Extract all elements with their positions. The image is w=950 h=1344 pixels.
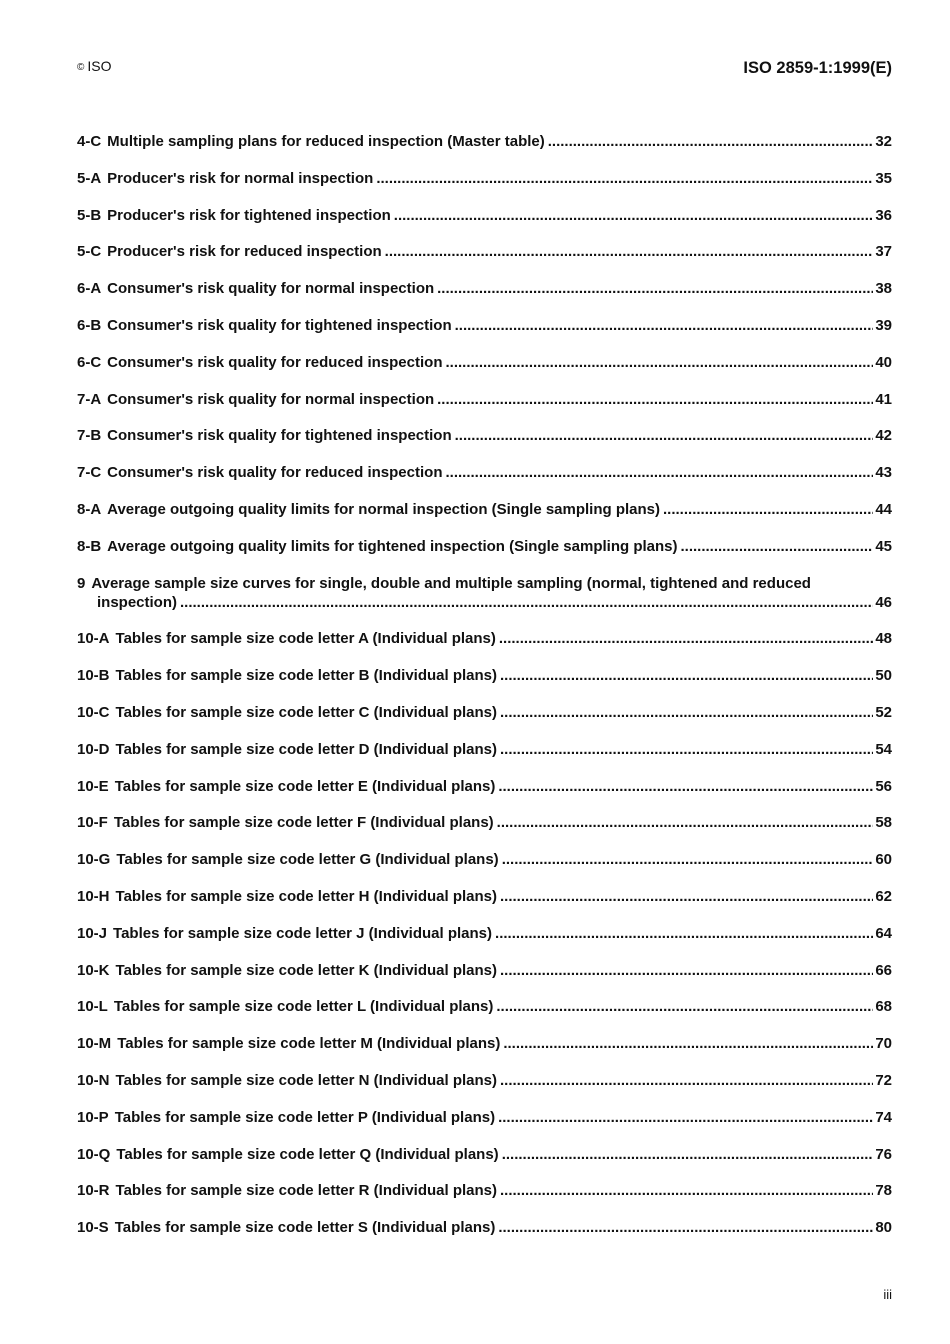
toc-entry-number: 10-L bbox=[77, 998, 108, 1016]
toc-entry-6-a[interactable] bbox=[77, 279, 892, 316]
toc-entry-10-q[interactable] bbox=[77, 1145, 892, 1182]
toc-entry-page: 41 bbox=[875, 390, 892, 408]
toc-entry-page: 37 bbox=[875, 243, 892, 261]
toc-leader-dots bbox=[495, 924, 873, 943]
toc-entry-number: 10-F bbox=[77, 814, 108, 832]
toc-leader-dots bbox=[498, 1218, 873, 1237]
toc-entry-page: 52 bbox=[875, 703, 892, 721]
toc-entry-number: 10-R bbox=[77, 1182, 110, 1200]
toc-entry-10-p[interactable] bbox=[77, 1108, 892, 1145]
toc-entry-page: 70 bbox=[875, 1035, 892, 1053]
toc-entry-title: Tables for sample size code letter J (Individual plans) bbox=[113, 924, 493, 942]
toc-entry-page: 58 bbox=[875, 814, 892, 832]
copyright-symbol: © bbox=[77, 62, 85, 73]
toc-leader-dots bbox=[500, 1181, 873, 1200]
toc-entry-title: Tables for sample size code letter K (Individual plans) bbox=[115, 961, 497, 979]
toc-entry-page: 60 bbox=[875, 851, 892, 869]
toc-entry-4-c[interactable] bbox=[77, 132, 892, 169]
toc-entry-10-g[interactable] bbox=[77, 850, 892, 887]
toc-entry-title: Tables for sample size code letter H (Individual plans) bbox=[115, 887, 497, 905]
toc-entry-page: 66 bbox=[875, 961, 892, 979]
toc-entry-page: 72 bbox=[875, 1071, 892, 1089]
toc-leader-dots bbox=[437, 390, 873, 409]
toc-leader-dots bbox=[548, 132, 874, 151]
toc-entry-page: 56 bbox=[875, 777, 892, 795]
toc-entry-number: 10-J bbox=[77, 924, 108, 942]
toc-entry-title: Tables for sample size code letter M (Individual plans) bbox=[117, 1035, 501, 1053]
toc-entry-page: 43 bbox=[875, 464, 892, 482]
toc-leader-dots bbox=[500, 740, 873, 759]
toc-entry-page: 64 bbox=[875, 924, 892, 942]
toc-entry-title: Producer's risk for tightened inspection bbox=[107, 206, 391, 224]
toc-entry-page: 38 bbox=[875, 280, 892, 298]
toc-entry-page: 80 bbox=[875, 1219, 892, 1237]
toc-entry-6-c[interactable] bbox=[77, 353, 892, 390]
toc-entry-title: Consumer's risk quality for normal inspection bbox=[107, 390, 435, 408]
toc-entry-number: 5-B bbox=[77, 206, 102, 224]
toc-entry-10-l[interactable] bbox=[77, 997, 892, 1034]
toc-entry-number: 10-G bbox=[77, 851, 111, 869]
toc-entry-number: 7-C bbox=[77, 464, 102, 482]
toc-entry-page: 46 bbox=[875, 593, 892, 611]
page-number: iii bbox=[883, 1287, 892, 1302]
toc-entry-page: 35 bbox=[875, 169, 892, 187]
toc-leader-dots bbox=[445, 463, 873, 482]
toc-entry-page: 68 bbox=[875, 998, 892, 1016]
toc-leader-dots bbox=[455, 426, 874, 445]
toc-leader-dots bbox=[180, 593, 873, 612]
toc-entry-title: Average sample size curves for single, double and multiple sampling (normal, tightened and reduced bbox=[91, 574, 811, 592]
toc-entry-title: Tables for sample size code letter G (Individual plans) bbox=[116, 851, 499, 869]
toc-entry-number: 10-S bbox=[77, 1219, 109, 1237]
toc-leader-dots bbox=[500, 1071, 873, 1090]
toc-entry-title: Tables for sample size code letter A (Individual plans) bbox=[115, 630, 496, 648]
toc-leader-dots bbox=[500, 887, 873, 906]
toc-leader-dots bbox=[437, 279, 873, 298]
toc-entry-number: 10-N bbox=[77, 1071, 110, 1089]
toc-entry-number: 10-K bbox=[77, 961, 110, 979]
toc-leader-dots bbox=[500, 961, 873, 980]
toc-entry-number: 10-Q bbox=[77, 1145, 111, 1163]
toc-leader-dots bbox=[498, 777, 873, 796]
toc-entry-number: 6-A bbox=[77, 280, 102, 298]
toc-entry-number: 7-B bbox=[77, 427, 102, 445]
toc-entry-number: 10-M bbox=[77, 1035, 112, 1053]
toc-entry-page: 54 bbox=[875, 740, 892, 758]
toc-entry-5-b[interactable] bbox=[77, 206, 892, 243]
toc-entry-8-a[interactable] bbox=[77, 500, 892, 537]
toc-entry-title: Average outgoing quality limits for tightened inspection (Single sampling plans) bbox=[107, 537, 678, 555]
toc-leader-dots bbox=[496, 997, 873, 1016]
toc-entry-10-e[interactable] bbox=[77, 777, 892, 814]
toc-entry-title: Tables for sample size code letter F (Individual plans) bbox=[113, 814, 494, 832]
toc-entry-title: Tables for sample size code letter R (Individual plans) bbox=[115, 1182, 497, 1200]
toc-entry-number: 10-H bbox=[77, 887, 110, 905]
toc-entry-title: Tables for sample size code letter N (Individual plans) bbox=[115, 1071, 497, 1089]
toc-entry-number: 9 bbox=[77, 574, 86, 592]
toc-leader-dots bbox=[681, 537, 874, 556]
toc-entry-number: 5-A bbox=[77, 169, 102, 187]
toc-entry-10-m[interactable] bbox=[77, 1034, 892, 1071]
toc-entry-page: 40 bbox=[875, 353, 892, 371]
toc-entry-8-b[interactable] bbox=[77, 537, 892, 574]
toc-entry-title-continued: inspection) bbox=[97, 593, 178, 611]
document-id: ISO 2859-1:1999(E) bbox=[743, 59, 892, 77]
toc-entry-title: Consumer's risk quality for reduced inspection bbox=[107, 464, 443, 482]
toc-leader-dots bbox=[502, 850, 874, 869]
toc-entry-page: 32 bbox=[875, 133, 892, 150]
toc-entry-number: 8-A bbox=[77, 500, 102, 518]
toc-entry-10-n[interactable] bbox=[77, 1071, 892, 1108]
toc-entry-number: 4-C bbox=[77, 133, 102, 150]
toc-entry-page: 45 bbox=[875, 537, 892, 555]
toc-entry-page: 62 bbox=[875, 887, 892, 905]
toc-entry-number: 10-C bbox=[77, 703, 110, 721]
toc-entry-page: 50 bbox=[875, 667, 892, 685]
toc-entry-title: Tables for sample size code letter P (Individual plans) bbox=[114, 1108, 496, 1126]
toc-leader-dots bbox=[500, 666, 873, 685]
toc-entry-title: Average outgoing quality limits for normal inspection (Single sampling plans) bbox=[107, 500, 661, 518]
toc-entry-10-s[interactable] bbox=[77, 1218, 892, 1255]
toc-entry-number: 10-A bbox=[77, 630, 110, 648]
toc-entry-title: Tables for sample size code letter C (Individual plans) bbox=[115, 703, 497, 721]
toc-entry-title: Consumer's risk quality for normal inspection bbox=[107, 280, 435, 298]
toc-leader-dots bbox=[376, 169, 873, 188]
toc-entry-title: Multiple sampling plans for reduced inspection (Master table) bbox=[107, 133, 545, 150]
toc-entry-number: 10-E bbox=[77, 777, 109, 795]
toc-leader-dots bbox=[500, 703, 873, 722]
table-of-contents bbox=[77, 132, 892, 1255]
toc-entry-title: Consumer's risk quality for tightened inspection bbox=[107, 427, 452, 445]
toc-leader-dots bbox=[503, 1034, 873, 1053]
toc-entry-10-b[interactable] bbox=[77, 666, 892, 703]
toc-entry-title: Consumer's risk quality for reduced inspection bbox=[107, 353, 443, 371]
toc-entry-10-c[interactable] bbox=[77, 703, 892, 740]
toc-entry-10-f[interactable] bbox=[77, 813, 892, 850]
toc-entry-7-a[interactable] bbox=[77, 390, 892, 427]
toc-entry-5-c[interactable] bbox=[77, 242, 892, 279]
toc-entry-title: Consumer's risk quality for tightened inspection bbox=[107, 316, 452, 334]
toc-entry-7-b[interactable] bbox=[77, 426, 892, 463]
toc-entry-page: 76 bbox=[875, 1145, 892, 1163]
toc-entry-6-b[interactable] bbox=[77, 316, 892, 353]
toc-entry-title: Tables for sample size code letter Q (Individual plans) bbox=[116, 1145, 499, 1163]
toc-entry-number: 6-B bbox=[77, 316, 102, 334]
toc-entry-10-h[interactable] bbox=[77, 887, 892, 924]
toc-entry-7-c[interactable] bbox=[77, 463, 892, 500]
toc-entry-number: 7-A bbox=[77, 390, 102, 408]
copyright-notice bbox=[77, 58, 112, 74]
toc-entry-number: 8-B bbox=[77, 537, 102, 555]
toc-entry-title: Tables for sample size code letter D (Individual plans) bbox=[115, 740, 497, 758]
toc-entry-10-r[interactable] bbox=[77, 1181, 892, 1218]
toc-leader-dots bbox=[394, 206, 874, 225]
copyright-owner: ISO bbox=[87, 58, 112, 74]
toc-leader-dots bbox=[455, 316, 874, 335]
toc-entry-title: Tables for sample size code letter E (Individual plans) bbox=[114, 777, 496, 795]
toc-entry-title: Tables for sample size code letter B (Individual plans) bbox=[115, 667, 497, 685]
toc-entry-page: 42 bbox=[875, 427, 892, 445]
toc-entry-page: 74 bbox=[875, 1108, 892, 1126]
toc-entry-number: 6-C bbox=[77, 353, 102, 371]
toc-leader-dots bbox=[663, 500, 873, 519]
toc-entry-10-a[interactable] bbox=[77, 629, 892, 666]
toc-entry-10-j[interactable] bbox=[77, 924, 892, 961]
toc-leader-dots bbox=[498, 1108, 873, 1127]
toc-entry-10-k[interactable] bbox=[77, 961, 892, 998]
toc-entry-title: Producer's risk for reduced inspection bbox=[107, 243, 382, 261]
toc-entry-title: Tables for sample size code letter L (Individual plans) bbox=[113, 998, 494, 1016]
toc-entry-number: 5-C bbox=[77, 243, 102, 261]
toc-entry-page: 36 bbox=[875, 206, 892, 224]
toc-entry-page: 48 bbox=[875, 630, 892, 648]
toc-entry-number: 10-P bbox=[77, 1108, 109, 1126]
toc-entry-page: 44 bbox=[875, 500, 892, 518]
toc-entry-title: Tables for sample size code letter S (Individual plans) bbox=[114, 1219, 496, 1237]
toc-entry-title: Producer's risk for normal inspection bbox=[107, 169, 374, 187]
toc-entry-9[interactable] bbox=[77, 574, 892, 630]
toc-leader-dots bbox=[497, 813, 874, 832]
toc-entry-number: 10-D bbox=[77, 740, 110, 758]
toc-leader-dots bbox=[385, 242, 874, 261]
toc-entry-page: 78 bbox=[875, 1182, 892, 1200]
toc-entry-page: 39 bbox=[875, 316, 892, 334]
toc-leader-dots bbox=[445, 353, 873, 372]
toc-leader-dots bbox=[502, 1145, 874, 1164]
toc-entry-5-a[interactable] bbox=[77, 169, 892, 206]
toc-leader-dots bbox=[499, 629, 873, 648]
toc-entry-10-d[interactable] bbox=[77, 740, 892, 777]
toc-entry-number: 10-B bbox=[77, 667, 110, 685]
